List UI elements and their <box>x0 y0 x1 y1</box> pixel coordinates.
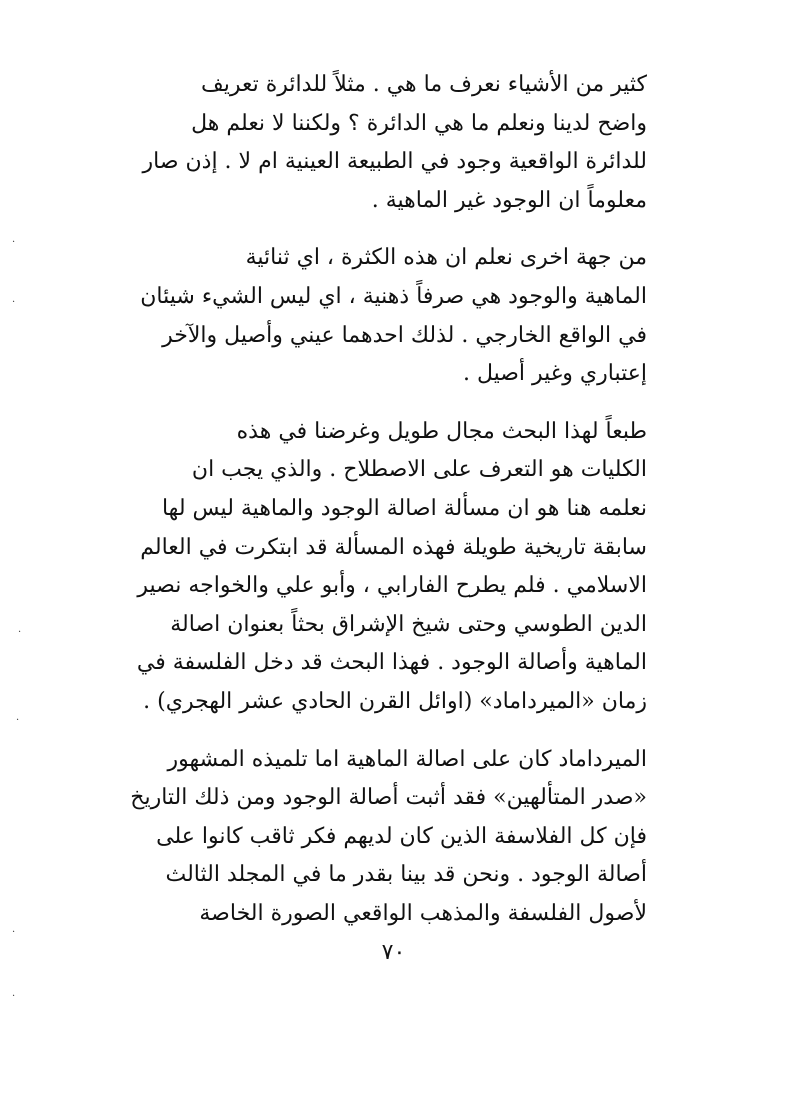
text-line: الكليات هو التعرف على الاصطلاح . والذي يجب ان <box>191 457 647 483</box>
scan-speck: · <box>18 627 22 638</box>
scan-speck: · <box>12 927 16 938</box>
text-line: إعتباري وغير أصيل . <box>462 361 647 387</box>
scan-speck: · <box>12 237 16 248</box>
text-line: الميرداماد كان على اصالة الماهية اما تلميذه المشهور <box>167 746 647 772</box>
text-line: للدائرة الواقعية وجود في الطبيعة العينية ام لا . إذن صار <box>142 149 647 175</box>
text-line: معلوماً ان الوجود غير الماهية . <box>371 187 647 213</box>
text-line: طبعاً لهذا البحث مجال طويل وغرضنا في هذه <box>236 418 647 444</box>
text-line: فإن كل الفلاسفة الذين كان لديهم فكر ثاقب كانوا على <box>156 823 647 849</box>
text-line: زمان «الميرداماد» (اوائل القرن الحادي عشر الهجري) . <box>143 688 647 714</box>
text-line: لأصول الفلسفة والمذهب الواقعي الصورة الخاصة <box>199 900 647 926</box>
text-line: الاسلامي . فلم يطرح الفارابي ، وأبو علي والخواجه نصير <box>137 573 647 599</box>
paragraph-spacer <box>112 220 647 239</box>
page-number: ٧٠ <box>381 940 406 965</box>
text-line: الماهية والوجود هي صرفاً ذهنية ، اي ليس الشيء شيئان <box>140 283 647 309</box>
text-line: من جهة اخرى نعلم ان هذه الكثرة ، اي ثنائية <box>245 245 647 271</box>
scan-speck: · <box>16 715 20 726</box>
paragraph-3 <box>112 413 647 722</box>
text-line: «صدر المتألهين» فقد أثبت أصالة الوجود ومن ذلك التاريخ <box>130 785 647 811</box>
text-line: أصالة الوجود . ونحن قد بينا بقدر ما في المجلد الثالث <box>165 862 647 888</box>
paragraph-1 <box>112 66 647 220</box>
text-line: واضح لدينا ونعلم ما هي الدائرة ؟ ولكننا لا نعلم هل <box>191 110 647 136</box>
scan-speck: · <box>12 297 16 308</box>
text-line: الماهية وأصالة الوجود . فهذا البحث قد دخل الفلسفة في <box>136 650 647 676</box>
paragraph-4 <box>112 741 647 934</box>
scan-speck: · <box>12 991 16 1002</box>
body-text <box>112 66 647 933</box>
text-line: في الواقع الخارجي . لذلك احدهما عيني وأصيل والآخر <box>162 322 647 348</box>
paragraph-2 <box>112 239 647 393</box>
text-line: كثير من الأشياء نعرف ما هي . مثلاً للدائرة تعريف <box>201 72 647 97</box>
text-line: سابقة تاريخية طويلة فهذه المسألة قد ابتكرت في العالم <box>140 534 647 560</box>
text-line: الدين الطوسي وحتى شيخ الإشراق بحثاً بعنوان اصالة <box>170 611 647 637</box>
paragraph-spacer <box>112 394 647 413</box>
paragraph-spacer <box>112 722 647 741</box>
text-line: نعلمه هنا هو ان مسألة اصالة الوجود والماهية ليس لها <box>161 495 647 521</box>
